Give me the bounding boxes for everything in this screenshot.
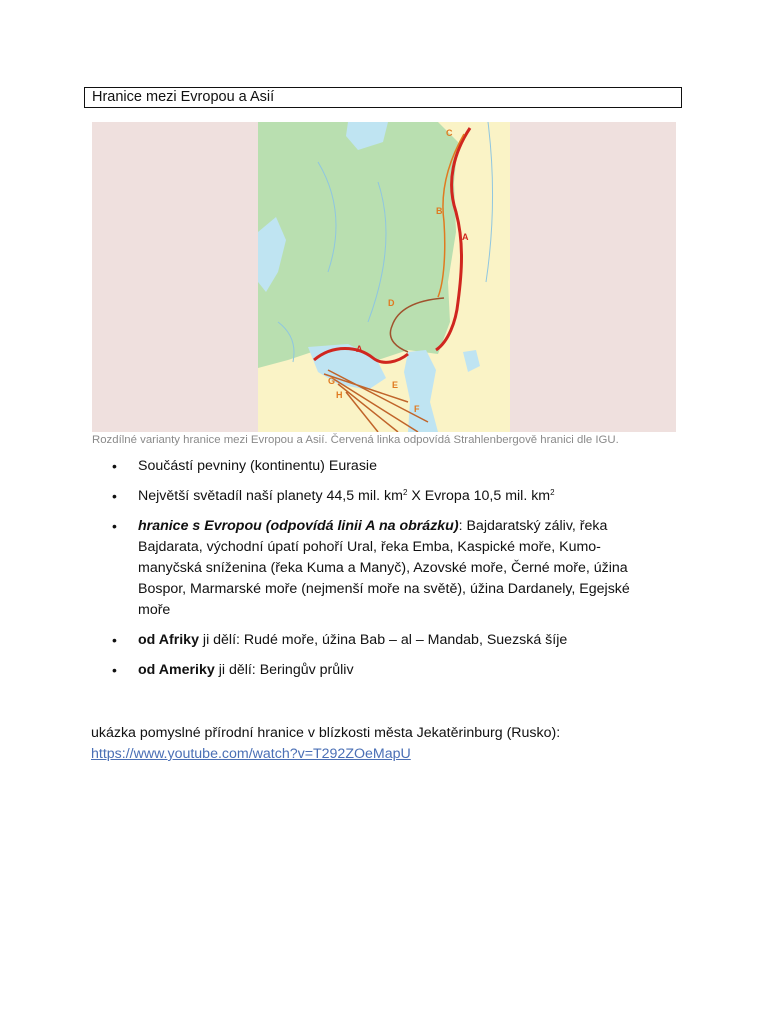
label-f: F <box>414 404 420 414</box>
label-e: E <box>392 380 399 390</box>
label-h: H <box>336 390 343 400</box>
border-map-figure <box>92 122 676 432</box>
label-a-south: A <box>356 344 363 354</box>
europe-land <box>258 122 458 368</box>
label-c: C <box>446 128 453 138</box>
figure-caption: Rozdílné varianty hranice mezi Evropou a Asií. Červená linka odpovídá Strahlenbergově hranici dle IGU. <box>92 434 619 446</box>
facts-list <box>112 456 657 690</box>
youtube-link[interactable]: https://www.youtube.com/watch?v=T292ZOeMapU <box>91 746 411 762</box>
label-g: G <box>328 376 336 386</box>
video-note <box>91 723 691 765</box>
list-item: • hranice s Evropou (odpovídá linii A na obrázku): Bajdaratský záliv, řeka Bajdarata, východní úpatí pohoří Ural, řeka Emba, Kaspické moře, Kumo-manyčská sníženina (řeka Kuma a Manyč), Azovské moře, Černé moře, úžina Bospor, Marmarské moře (nejmenší moře na světě), úžina Dardanely, Egejské moře <box>112 516 657 621</box>
list-item: • Největší světadíl naší planety 44,5 mil. $km^2$ X Evropa 10,5 mil. $km^2$ <box>112 486 657 507</box>
label-b: B <box>436 206 443 216</box>
note-text: ukázka pomyslné přírodní hranice v blízkosti města Jekatěrinburg (Rusko): <box>91 725 561 741</box>
page-title: Hranice mezi Evropou a Asií <box>84 87 682 108</box>
label-a-north: A <box>462 232 469 242</box>
list-item: • od Ameriky ji dělí: Beringův průliv <box>112 660 657 681</box>
label-d: D <box>388 298 395 308</box>
list-item: • Součástí pevniny (kontinentu) Eurasie <box>112 456 657 477</box>
europe-asia-map <box>258 122 510 432</box>
list-item: • od Afriky ji dělí: Rudé moře, úžina Bab – al – Mandab, Suezská šíje <box>112 630 657 651</box>
